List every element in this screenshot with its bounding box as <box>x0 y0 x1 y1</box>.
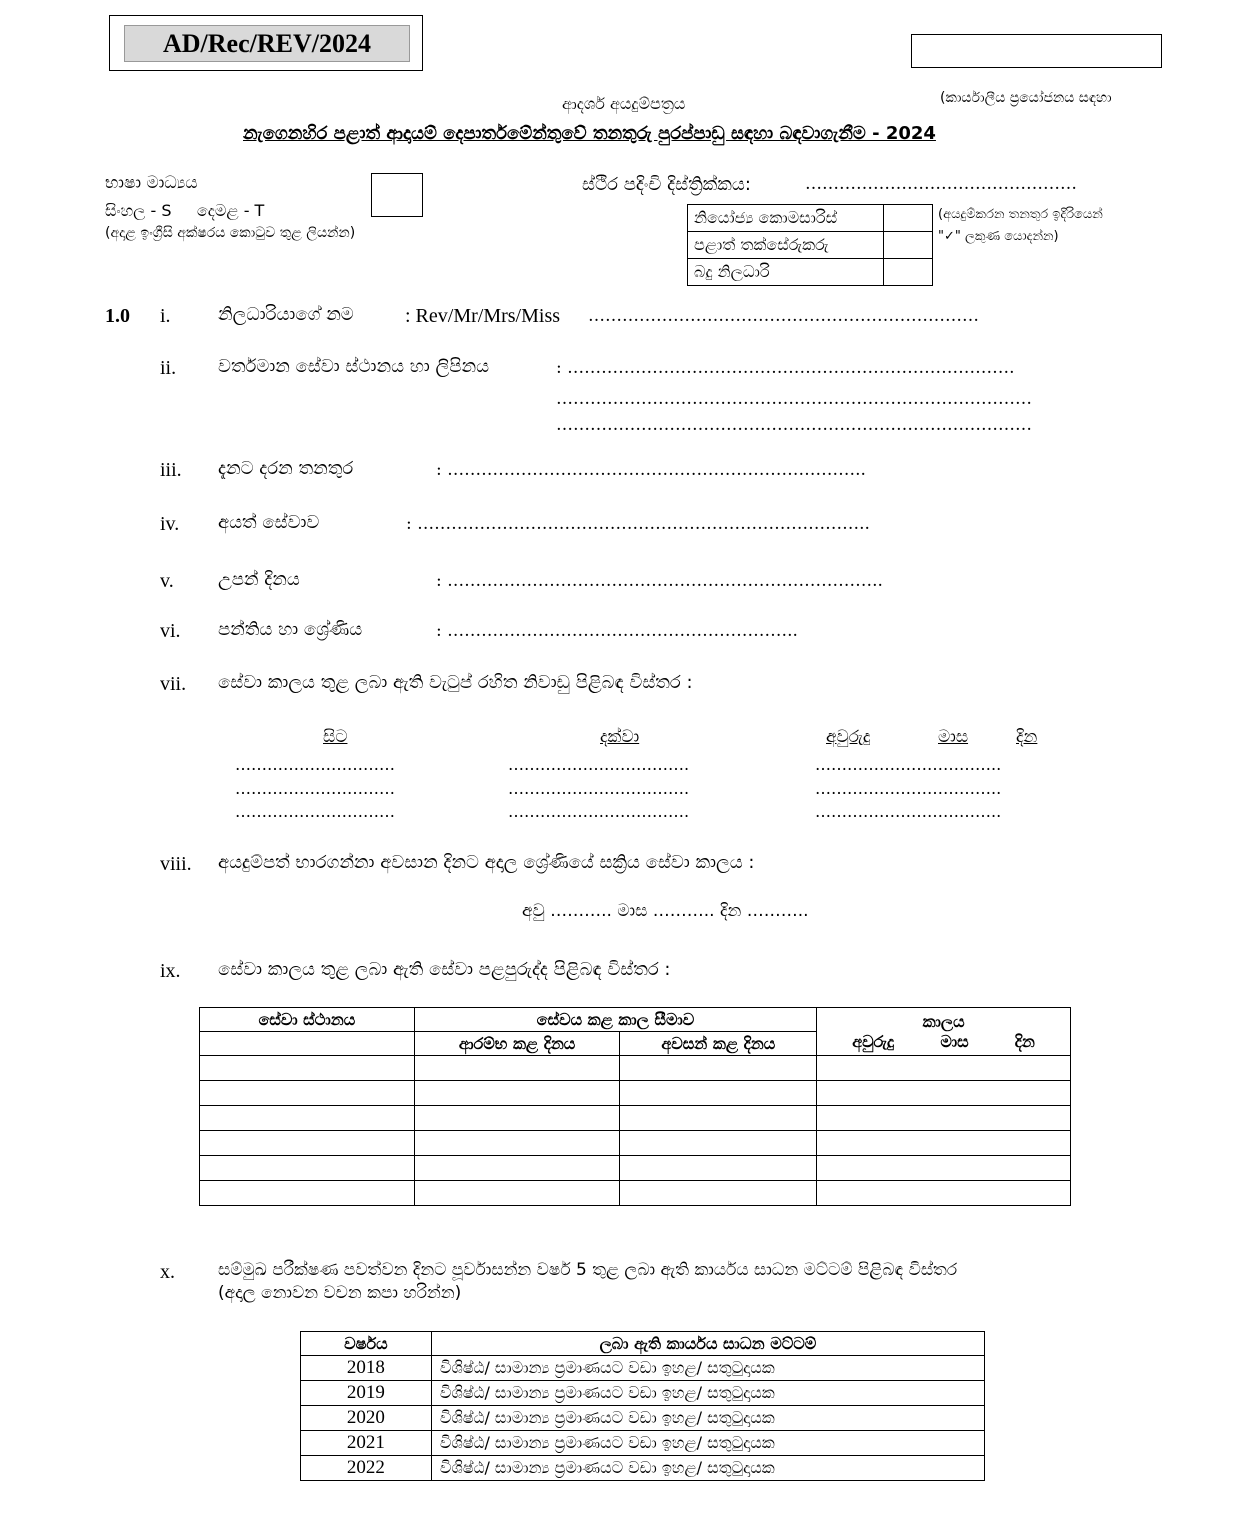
experience-cell[interactable] <box>817 1156 1071 1181</box>
performance-year: 2019 <box>301 1381 432 1406</box>
performance-rating[interactable]: විශිෂ්ඨ/ සාමාන්‍ය ප්‍රමාණයට වඩා ඉහළ/ සතුටුදායක <box>431 1431 984 1456</box>
experience-cell[interactable] <box>414 1156 620 1181</box>
station-address-field-3[interactable]: ………………………………………………………………………… <box>556 415 1032 435</box>
reference-code: AD/Rec/REV/2024 <box>124 25 410 62</box>
item-number-v: v. <box>160 570 174 592</box>
experience-cell[interactable] <box>620 1081 817 1106</box>
post-note-line1: (අයදුම්කරන තනතුර ඉදිරියෙන් <box>938 207 1103 222</box>
experience-header-end: අවසන් කළ දිනය <box>620 1032 817 1056</box>
item-number-ix: ix. <box>160 960 181 982</box>
class-grade-field[interactable]: : …………………………………………………….. <box>436 621 798 641</box>
page-title: නැගෙනහිර පළාත් ආදායම් දෙපාර්තමේන්තුවේ තනතුරු පුරප්පාඩු සඳහා බඳවාගැනීම - 2024 <box>243 123 936 144</box>
post-selection-table <box>687 204 933 286</box>
table-row <box>200 1131 1071 1156</box>
item-number-iii: iii. <box>160 459 182 481</box>
experience-cell[interactable] <box>200 1106 415 1131</box>
experience-header-duration-units <box>817 1032 1070 1052</box>
name-title-prefix: : Rev/Mr/Mrs/Miss <box>405 305 561 327</box>
performance-year: 2018 <box>301 1356 432 1381</box>
leave-col-months: මාස <box>938 727 969 747</box>
office-use-label: (කාර්යාලීය ප්‍රයෝජනය සඳහා <box>940 90 1112 106</box>
leave-col-to: දක්වා <box>600 727 640 747</box>
performance-table <box>300 1331 985 1481</box>
table-row <box>200 1106 1071 1131</box>
active-service-label: අයදුම්පත් භාරගන්නා අවසාන දිනට අදාල ශ්‍රේණියේ සක්‍රිය සේවා කාලය : <box>218 852 755 873</box>
current-post-field[interactable]: : ……………………………………………………………….. <box>436 460 866 480</box>
form-label: ආදර්ශ අයදුම්පත්‍රය <box>562 94 686 113</box>
leave-from-field[interactable]: ………………………… <box>235 779 395 798</box>
experience-cell[interactable] <box>817 1131 1071 1156</box>
post-name: නියෝජ්‍ය කොමසාරිස් <box>688 205 884 232</box>
experience-header-duration <box>817 1008 1071 1056</box>
language-label: භාෂා මාධ්‍යය <box>105 173 198 193</box>
table-row <box>301 1456 985 1481</box>
language-options: සිංහල - S දෙමළ - T <box>105 201 265 220</box>
post-row <box>688 232 933 259</box>
post-name: බදු නිලධාරි <box>688 259 884 286</box>
experience-cell[interactable] <box>817 1056 1071 1081</box>
name-field[interactable]: …………………………………………………………… <box>588 306 979 326</box>
performance-rating[interactable]: විශිෂ්ඨ/ සාමාන්‍ය ප්‍රමාණයට වඩා ඉහළ/ සතුටුදායක <box>431 1456 984 1481</box>
table-row <box>200 1156 1071 1181</box>
post-tick-box[interactable] <box>884 232 933 259</box>
performance-year: 2020 <box>301 1406 432 1431</box>
experience-cell[interactable] <box>200 1081 415 1106</box>
table-row <box>200 1056 1071 1081</box>
experience-cell[interactable] <box>620 1056 817 1081</box>
station-address-field-1[interactable]: : ……………………………………………………………………. <box>556 358 1015 378</box>
class-grade-label: පන්තිය හා ශ්‍රේණිය <box>218 619 363 640</box>
table-row <box>200 1081 1071 1106</box>
experience-label: සේවා කාලය තුළ ලබා ඇති සේවා පළපුරුද්ද පිළිබඳ විස්තර : <box>218 959 671 980</box>
experience-header-start: ආරම්භ කළ දිනය <box>414 1032 620 1056</box>
service-label: අයත් සේවාව <box>218 512 320 533</box>
experience-header-days: දින <box>1014 1031 1035 1051</box>
active-service-field[interactable]: අවු ……….. මාස ……….. දින ……….. <box>522 901 809 921</box>
reference-code-box <box>109 15 423 71</box>
table-row <box>301 1381 985 1406</box>
post-name: පළාත් තක්සේරුකරු <box>688 232 884 259</box>
experience-header-station: සේවා ස්ථානය <box>200 1008 415 1032</box>
section-number: 1.0 <box>105 305 130 327</box>
experience-cell[interactable] <box>200 1156 415 1181</box>
experience-cell[interactable] <box>620 1106 817 1131</box>
performance-rating[interactable]: විශිෂ්ඨ/ සාමාන්‍ය ප්‍රමාණයට වඩා ඉහළ/ සතුටුදායක <box>431 1381 984 1406</box>
item-number-vii: vii. <box>160 673 187 695</box>
experience-cell[interactable] <box>817 1181 1071 1206</box>
experience-cell[interactable] <box>414 1131 620 1156</box>
item-number-viii: viii. <box>160 853 192 875</box>
performance-header-year: වර්ෂය <box>301 1332 432 1356</box>
experience-table <box>199 1007 1071 1206</box>
current-post-label: දැනට දරන තනතුර <box>218 458 354 479</box>
item-number-iv: iv. <box>160 513 180 535</box>
experience-cell[interactable] <box>817 1106 1071 1131</box>
post-note-line2: "✓" ලකුණ යොදන්න) <box>938 229 1059 244</box>
experience-cell[interactable] <box>200 1181 415 1206</box>
experience-header-period: සේවය කළ කාල සීමාව <box>414 1008 816 1032</box>
leave-duration-field[interactable]: …………………………….. <box>815 755 1002 774</box>
experience-cell[interactable] <box>414 1081 620 1106</box>
district-label: ස්ථිර පදිංචි දිස්ත්‍රික්කය: <box>582 174 751 195</box>
language-code-box[interactable] <box>371 173 423 217</box>
experience-cell[interactable] <box>620 1131 817 1156</box>
item-number-ii: ii. <box>160 357 177 379</box>
performance-note: (අදාල නොවන වචන කපා හරින්න) <box>218 1283 462 1303</box>
district-field[interactable]: ………………………………………… <box>805 174 1077 194</box>
experience-cell[interactable] <box>200 1131 415 1156</box>
table-row <box>301 1431 985 1456</box>
item-number-i: i. <box>160 305 171 327</box>
leave-to-field[interactable]: ……………………………. <box>508 779 690 798</box>
experience-header-years: අවුරුදු <box>852 1031 895 1051</box>
experience-cell[interactable] <box>414 1056 620 1081</box>
post-tick-box[interactable] <box>884 259 933 286</box>
leave-from-field[interactable]: ………………………… <box>235 755 395 774</box>
experience-cell[interactable] <box>620 1156 817 1181</box>
experience-cell[interactable] <box>414 1106 620 1131</box>
leave-duration-field[interactable]: …………………………….. <box>815 779 1002 798</box>
item-number-vi: vi. <box>160 620 181 642</box>
experience-cell[interactable] <box>620 1181 817 1206</box>
experience-header-months: මාස <box>940 1031 969 1051</box>
station-address-label: වර්තමාන සේවා ස්ථානය හා ලිපිනය <box>218 356 490 377</box>
birth-date-field[interactable]: : ………………………………………………………………….. <box>436 571 883 591</box>
birth-date-label: උපන් දිනය <box>218 569 300 590</box>
leave-to-field[interactable]: ……………………………. <box>508 755 690 774</box>
leave-col-days: දින <box>1016 727 1038 747</box>
performance-year: 2021 <box>301 1431 432 1456</box>
service-field[interactable]: : …………………………………………………………………….. <box>406 514 870 534</box>
performance-rating[interactable]: විශිෂ්ඨ/ සාමාන්‍ය ප්‍රමාණයට වඩා ඉහළ/ සතුටුදායක <box>431 1406 984 1431</box>
leave-duration-field[interactable]: …………………………….. <box>815 802 1002 821</box>
office-use-box[interactable] <box>911 34 1162 68</box>
post-row <box>688 205 933 232</box>
performance-year: 2022 <box>301 1456 432 1481</box>
post-row <box>688 259 933 286</box>
table-row <box>200 1181 1071 1206</box>
performance-rating[interactable]: විශිෂ්ඨ/ සාමාන්‍ය ප්‍රමාණයට වඩා ඉහළ/ සතුටුදායක <box>431 1356 984 1381</box>
name-label: නිලධාරියාගේ නම <box>218 304 354 325</box>
station-address-field-2[interactable]: ………………………………………………………………………… <box>556 389 1032 409</box>
experience-cell[interactable] <box>817 1081 1071 1106</box>
experience-cell[interactable] <box>414 1181 620 1206</box>
table-row <box>301 1406 985 1431</box>
post-tick-box[interactable] <box>884 205 933 232</box>
leave-col-years: අවුරුදු <box>826 727 871 747</box>
experience-header-duration-title: කාලය <box>922 1011 965 1031</box>
no-pay-leave-label: සේවා කාලය තුළ ලබා ඇති වැටුප් රහිත නිවාඩු පිළිබඳ විස්තර : <box>218 672 693 693</box>
leave-from-field[interactable]: ………………………… <box>235 802 395 821</box>
table-row <box>301 1356 985 1381</box>
experience-cell[interactable] <box>200 1056 415 1081</box>
experience-header-blank <box>200 1032 415 1056</box>
performance-header-level: ලබා ඇති කාර්යය සාධන මට්ටම් <box>431 1332 984 1356</box>
performance-label: සම්මුඛ පරීක්ෂණ පවත්වන දිනට පූර්වාසන්න වර්ෂ 5 තුළ ලබා ඇති කාර්යය සාධන මට්ටම් පිළිබඳ විස්තර <box>218 1260 958 1280</box>
item-number-x: x. <box>160 1261 175 1283</box>
leave-col-from: සිට <box>323 727 348 747</box>
language-note: (අදාළ ඉංග්‍රීසි අක්ෂරය කොටුව තුළ ලියන්න) <box>105 225 356 241</box>
leave-to-field[interactable]: ……………………………. <box>508 802 690 821</box>
